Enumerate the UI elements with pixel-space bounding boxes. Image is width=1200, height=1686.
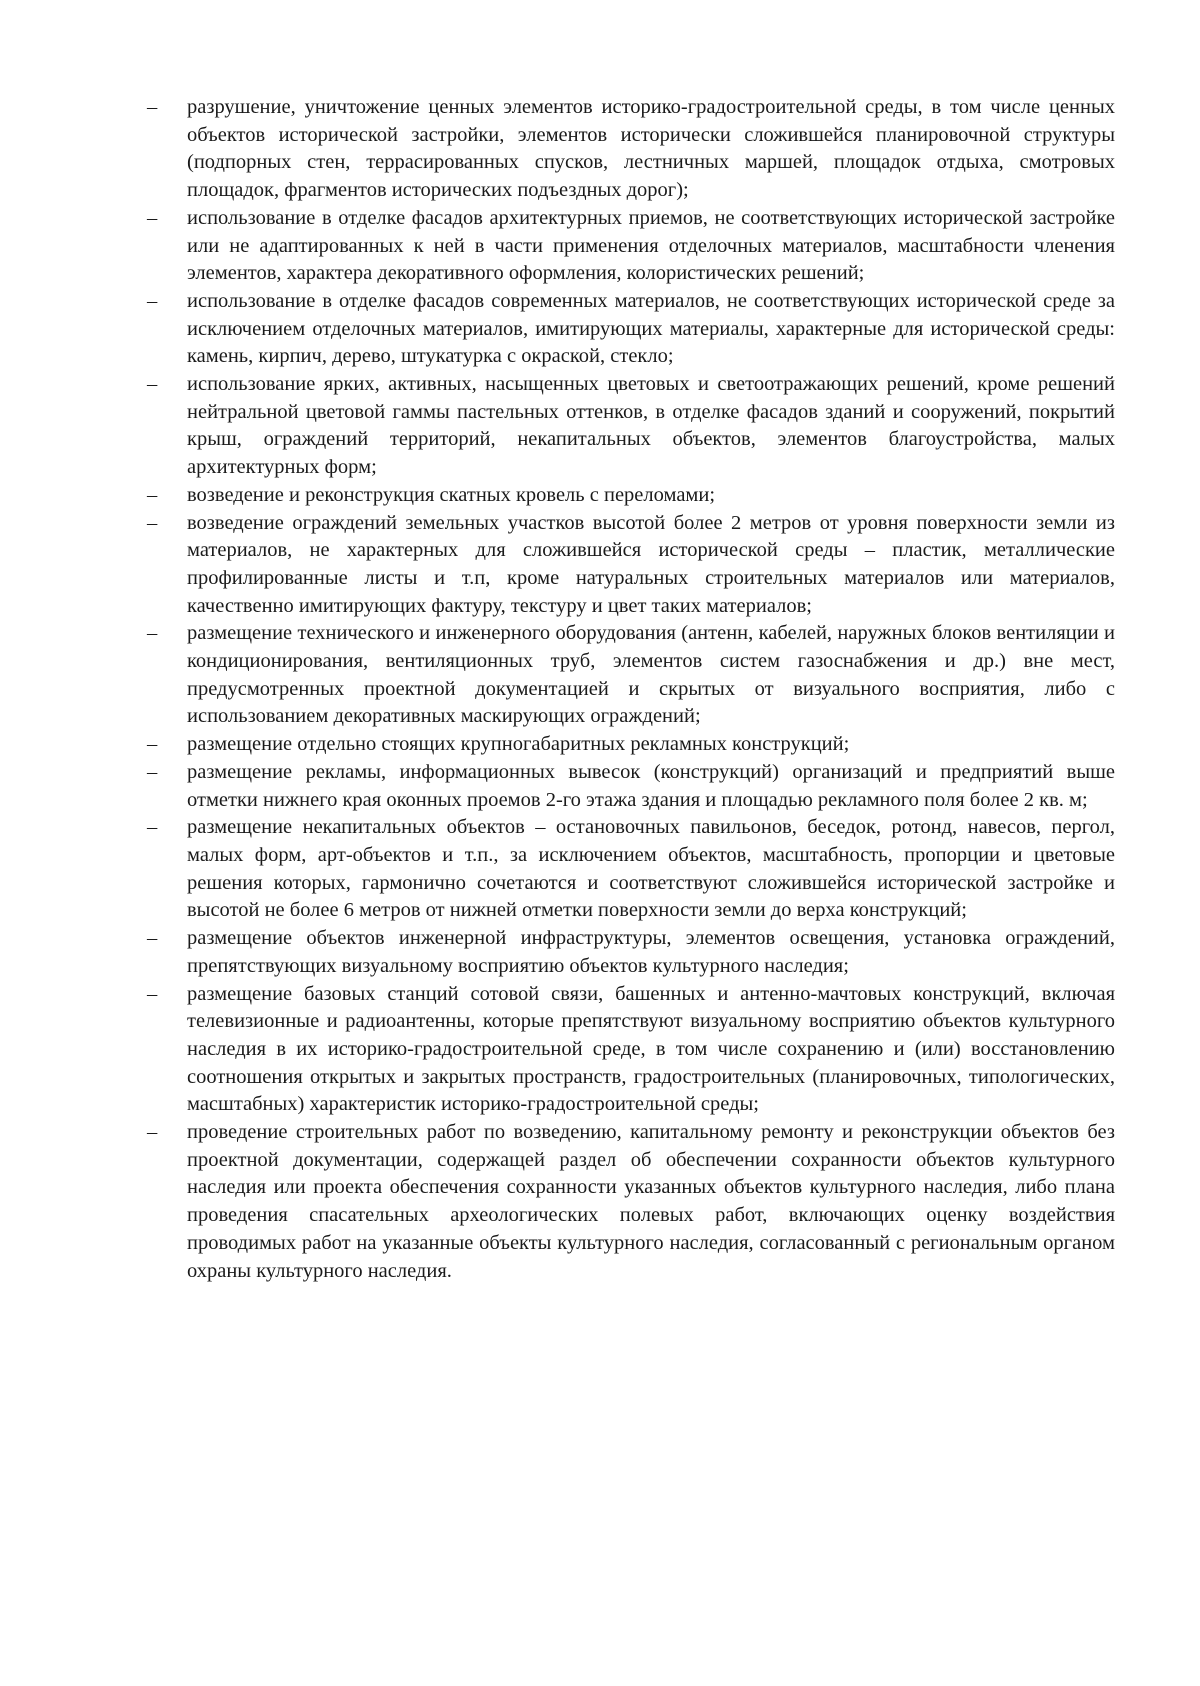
list-item [147, 205, 1115, 288]
list-item-text: использование ярких, активных, насыщенных цветовых и светоотражающих решений, кроме решений нейтральной цветовой гаммы пастельных оттенков, в отделке фасадов зданий и сооружений, покрытий крыш, ограждений территорий, некапитальных объектов, элементов благоустройства, малых архитектурных форм; [187, 373, 1115, 479]
list-item [147, 814, 1115, 925]
list-item [147, 981, 1115, 1120]
list-bullet: – [147, 622, 158, 645]
list-item [147, 288, 1115, 371]
list-item [147, 510, 1115, 621]
list-bullet: – [147, 511, 158, 534]
list-item-text: размещение некапитальных объектов – остановочных павильонов, беседок, ротонд, навесов, пергол, малых форм, арт-объектов и т.п., за исключением объектов, масштабность, пропорции и цветовые решения которых, гармонично сочетаются и соответствуют сложившейся исторической застройке и высотой не более 6 метров от нижней отметки поверхности земли до верха конструкций; [187, 816, 1115, 922]
list-bullet: – [147, 289, 158, 312]
list-item [147, 94, 1115, 205]
restrictions-list [147, 94, 1115, 1285]
list-bullet: – [147, 816, 158, 839]
list-item-text: размещение рекламы, информационных вывесок (конструкций) организаций и предприятий выше отметки нижнего края оконных проемов 2-го этажа здания и площадью рекламного поля более 2 кв. м; [187, 760, 1115, 811]
list-bullet: – [147, 483, 158, 506]
list-bullet: – [147, 96, 158, 118]
list-bullet: – [147, 206, 158, 229]
list-item-text: размещение объектов инженерной инфраструктуры, элементов освещения, установка ограждений, препятствующих визуальному восприятию объектов культурного наследия; [187, 927, 1115, 977]
list-item-text: использование в отделке фасадов современных материалов, не соответствующих исторической среде за исключением отделочных материалов, имитирующих материалы, характерные для исторической среды: камень, кирпич, дерево, штукатурка с окраской, стекло; [187, 289, 1115, 368]
list-item [147, 759, 1115, 814]
list-item [147, 1119, 1115, 1285]
list-bullet: – [147, 982, 158, 1005]
list-item [147, 371, 1115, 482]
list-item [147, 482, 1115, 510]
list-bullet: – [147, 1121, 158, 1144]
list-bullet: – [147, 927, 158, 950]
list-item-text: возведение и реконструкция скатных кровель с переломами; [187, 483, 716, 506]
list-item [147, 731, 1115, 759]
list-item-text: размещение отдельно стоящих крупногабаритных рекламных конструкций; [187, 733, 850, 756]
list-item-text: проведение строительных работ по возведению, капитальному ремонту и реконструкции объектов без проектной документации, содержащей раздел об обеспечении сохранности объектов культурного наследия или проекта обеспечения сохранности указанных объектов культурного наследия, либо плана проведения спасательных археологических полевых работ, включающих оценку воздействия проводимых работ на указанные объекты культурного наследия, согласованный с региональным органом охраны культурного наследия. [187, 1121, 1115, 1282]
list-bullet: – [147, 733, 158, 756]
list-bullet: – [147, 760, 158, 783]
list-bullet: – [147, 373, 158, 396]
list-item-text: размещение технического и инженерного оборудования (антенн, кабелей, наружных блоков вентиляции и кондиционирования, вентиляционных труб, элементов систем газоснабжения и др.) вне мест, предусмотренных проектной документацией и скрытых от визуального восприятия, либо с использованием декоративных маскирующих ограждений; [187, 622, 1115, 728]
list-item [147, 925, 1115, 980]
list-item-text: разрушение, уничтожение ценных элементов историко-градостроительной среды, в том числе ценных объектов исторической застройки, элементов исторически сложившейся планировочной структуры (подпорных стен, террасированных спусков, лестничных маршей, площадок отдыха, смотровых площадок, фрагментов исторических подъездных дорог); [187, 96, 1115, 202]
list-item-text: использование в отделке фасадов архитектурных приемов, не соответствующих исторической застройке или не адаптированных к ней в части применения отделочных материалов, масштабности членения элементов, характера декоративного оформления, колористических решений; [187, 206, 1115, 285]
list-item [147, 620, 1115, 731]
list-item-text: размещение базовых станций сотовой связи, башенных и антенно-мачтовых конструкций, включая телевизионные и радиоантенны, которые препятствуют визуальному восприятию объектов культурного наследия в их историко-градостроительной среде, в том числе сохранению и (или) восстановлению соотношения открытых и закрытых пространств, градостроительных (планировочных, типологических, масштабных) характеристик историко-градостроительной среды; [187, 982, 1115, 1116]
list-item-text: возведение ограждений земельных участков высотой более 2 метров от уровня поверхности земли из материалов, не характерных для сложившейся исторической среды – пластик, металлические профилированные листы и т.п, кроме натуральных строительных материалов или материалов, качественно имитирующих фактуру, текстуру и цвет таких материалов; [187, 511, 1115, 617]
